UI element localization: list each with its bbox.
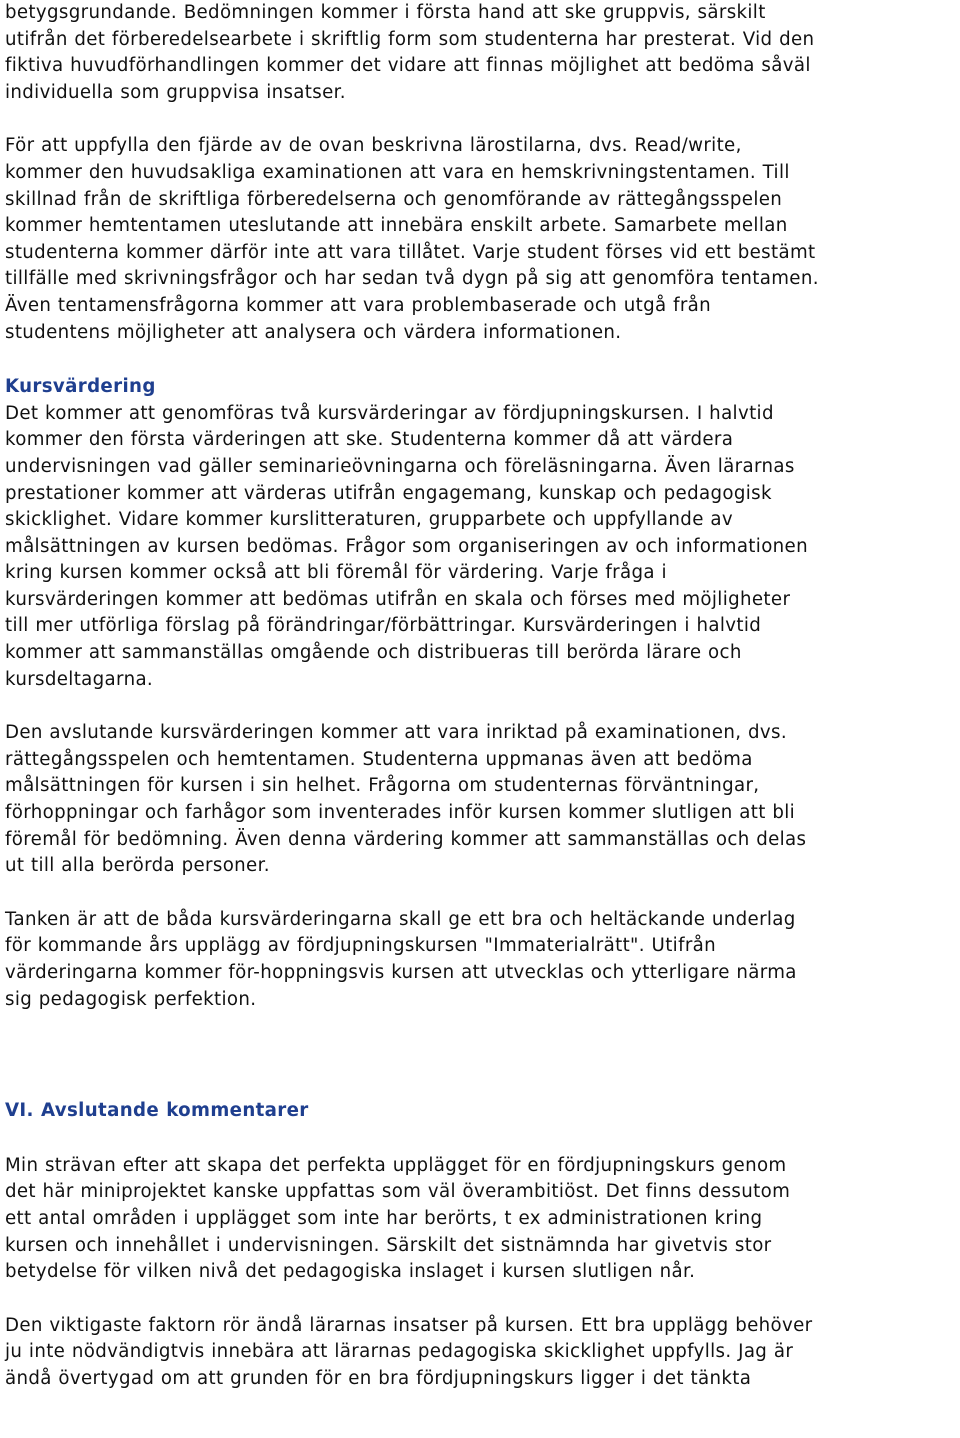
text-line: skicklighet. Vidare kommer kurslitteraturen, grupparbete och uppfyllande av xyxy=(5,509,733,531)
text-line: studentens möjligheter att analysera och värdera informationen. xyxy=(5,321,622,343)
text-line: kursen och innehållet i undervisningen. Särskilt det sistnämnda har givetvis stor xyxy=(5,1234,772,1256)
text-line: Det kommer att genomföras två kursvärderingar av fördjupningskursen. I halvtid xyxy=(5,402,774,424)
text-line: rättegångsspelen och hemtentamen. Studenterna uppmanas även att bedöma xyxy=(5,748,753,770)
text-line: prestationer kommer att värderas utifrån engagemang, kunskap och pedagogisk xyxy=(5,482,772,504)
text-line: fiktiva huvudförhandlingen kommer det vidare att finnas möjlighet att bedöma såväl xyxy=(5,55,811,77)
text-line: värderingarna kommer för-hoppningsvis kursen att utvecklas och ytterligare närma xyxy=(5,962,797,983)
paragraph-teachers xyxy=(5,1313,957,1393)
document-page xyxy=(5,0,957,1393)
text-line: ett antal områden i upplägget som inte har berörts, t ex administrationen kring xyxy=(5,1207,763,1229)
text-line: för kommande års upplägg av fördjupningskursen "Immaterialrätt". Utifrån xyxy=(5,935,717,957)
text-line: kring kursen kommer också att bli föremål för värdering. Varje fråga i xyxy=(5,562,667,584)
paragraph-gap xyxy=(5,693,957,720)
text-line: ändå övertygad om att grunden för en bra fördjupningskurs ligger i det tänkta xyxy=(5,1367,752,1389)
text-line: förhoppningar och farhågor som inventerades inför kursen kommer slutligen att bli xyxy=(5,802,796,824)
text-line: kommer hemtentamen uteslutande att innebära enskilt arbete. Samarbete mellan xyxy=(5,215,788,237)
paragraph-course-evaluation xyxy=(5,401,957,694)
text-line: föremål för bedömning. Även denna värdering kommer att sammanställas och delas xyxy=(5,828,807,850)
text-line: kursdeltagarna. xyxy=(5,668,154,690)
text-line: kommer den huvudsakliga examinationen att vara en hemskrivningstentamen. Till xyxy=(5,161,790,183)
text-line: betygsgrundande. Bedömningen kommer i första hand att ske gruppvis, särskilt xyxy=(5,2,766,23)
text-line: utifrån det förberedelsearbete i skriftlig form som studenterna har presterat. Vid den xyxy=(5,28,815,50)
paragraph-gap xyxy=(5,1125,957,1153)
paragraph-gap xyxy=(5,880,957,907)
text-line: studenterna kommer därför inte att vara tillåtet. Varje student förses vid ett bestämt xyxy=(5,241,816,263)
text-line: Min strävan efter att skapa det perfekta upplägget för en fördjupningskurs genom xyxy=(5,1154,787,1176)
paragraph-gap xyxy=(5,346,957,374)
section-heading-vi: VI. Avslutande kommentarer xyxy=(5,1100,309,1122)
text-line: tillfälle med skrivningsfrågor och har sedan två dygn på sig att genomföra tentamen. xyxy=(5,268,819,290)
text-line: Även tentamensfrågorna kommer att vara problembaserade och utgå från xyxy=(5,294,712,316)
text-line: undervisningen vad gäller seminarieövningarna och föreläsningarna. Även lärarnas xyxy=(5,455,795,477)
text-line: Den viktigaste faktorn rör ändå lärarnas insatser på kursen. Ett bra upplägg behöver xyxy=(5,1314,813,1336)
text-line: kommer att sammanställas omgående och distribueras till berörda lärare och xyxy=(5,642,742,664)
text-line: sig pedagogisk perfektion. xyxy=(5,988,257,1010)
section-gap xyxy=(5,1013,957,1098)
text-line: målsättningen för kursen i sin helhet. Frågorna om studenternas förväntningar, xyxy=(5,775,760,797)
text-line: individuella som gruppvisa insatser. xyxy=(5,81,346,103)
paragraph-gap xyxy=(5,106,957,133)
text-line: ju inte nödvändigtvis innebära att lärarnas pedagogiska skicklighet uppfylls. Jag är xyxy=(5,1341,794,1363)
text-line: Den avslutande kursvärderingen kommer att vara inriktad på examinationen, dvs. xyxy=(5,722,787,744)
text-line: kursvärderingen kommer att bedömas utifrån en skala och förses med möjligheter xyxy=(5,588,791,610)
text-line: det här miniprojektet kanske uppfattas som väl överambitiöst. Det finns dessutom xyxy=(5,1181,791,1203)
text-line: till mer utförliga förslag på förändringar/förbättringar. Kursvärderingen i halvtid xyxy=(5,615,762,637)
paragraph-ambition xyxy=(5,1153,957,1286)
text-line: Tanken är att de båda kursvärderingarna skall ge ett bra och heltäckande underlag xyxy=(5,908,796,930)
text-line: kommer den första värderingen att ske. Studenterna kommer då att värdera xyxy=(5,429,734,451)
text-line: målsättningen av kursen bedömas. Frågor som organiseringen av och informationen xyxy=(5,535,808,557)
text-line: För att uppfylla den fjärde av de ovan beskrivna lärostilarna, dvs. Read/write, xyxy=(5,135,742,157)
paragraph-gap xyxy=(5,1286,957,1313)
paragraph-intention xyxy=(5,907,957,1013)
paragraph-examination xyxy=(5,133,957,346)
paragraph-assessment xyxy=(5,0,957,106)
text-line: betydelse för vilken nivå det pedagogiska inslaget i kursen slutligen når. xyxy=(5,1261,696,1283)
text-line: ut till alla berörda personer. xyxy=(5,855,270,877)
paragraph-final-evaluation xyxy=(5,720,957,880)
text-line: skillnad från de skriftliga förberedelserna och genomförande av rättegångsspelen xyxy=(5,188,783,210)
section-heading-kursvardering: Kursvärdering xyxy=(5,376,156,398)
